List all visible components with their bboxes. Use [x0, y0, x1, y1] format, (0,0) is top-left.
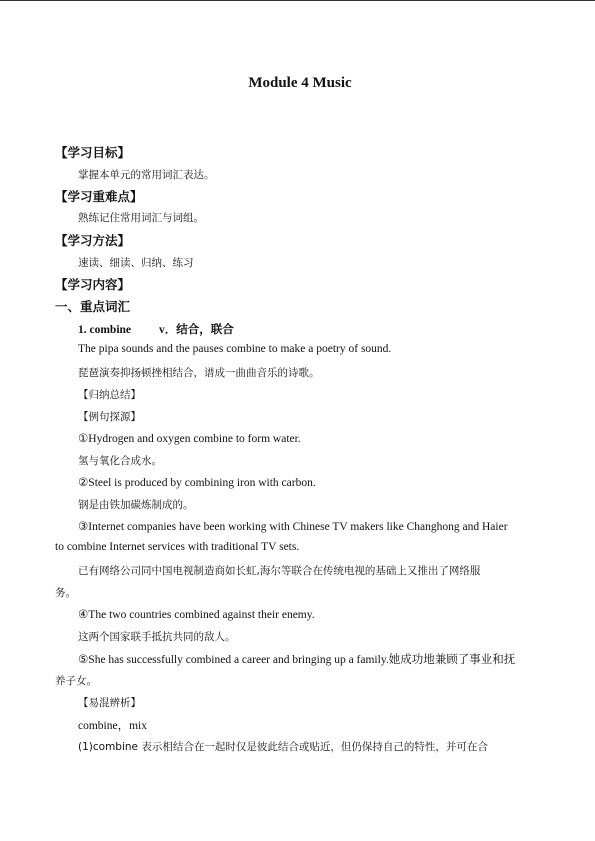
- example-5-line1: ⑤She has successfully combined a career and bringing up a family.她成功地兼顾了事业和抚: [78, 654, 516, 666]
- heading-learning-methods: 【学习方法】: [55, 233, 131, 248]
- page-title: Module 4 Music: [248, 75, 352, 91]
- vocab-entry-combine: [78, 321, 234, 337]
- example-1-english: ①Hydrogen and oxygen combine to form water.: [78, 433, 301, 445]
- example-2-english: ②Steel is produced by combining iron with carbon.: [78, 477, 316, 489]
- example-3-chinese-line2: 务。: [55, 587, 76, 599]
- confusion-words: combine，mix: [78, 720, 147, 732]
- example-5-line2: 养子女。: [55, 675, 97, 687]
- vocab-term: 1. combine: [78, 324, 132, 336]
- example-3-chinese-line1: 已有网络公司同中国电视制造商如长虹,海尔等联合在传统电视的基础上又推出了网络服: [78, 565, 481, 577]
- learning-goals-text: 掌握本单元的常用词汇表达。: [78, 169, 215, 181]
- example-3-english-line1: ③Internet companies have been working with Chinese TV makers like Changhong and Haier: [78, 521, 508, 533]
- top-rule: [0, 0, 595, 1]
- example-2-chinese: 钢是由铁加碳炼制成的。: [78, 499, 194, 511]
- example-4-chinese: 这两个国家联手抵抗共同的敌人。: [78, 631, 236, 643]
- example-chinese: 琵琶演奏抑扬顿挫相结合，谱成一曲曲音乐的诗歌。: [78, 367, 320, 379]
- heading-learning-content: 【学习内容】: [55, 277, 131, 292]
- summary-tag: 【归纳总结】: [78, 389, 141, 401]
- vocab-definition: v．结合，联合: [159, 324, 234, 336]
- heading-key-vocabulary: 一、重点词汇: [55, 299, 131, 314]
- learning-methods-text: 速读、细读、归纳、练习: [78, 257, 194, 269]
- heading-key-points: 【学习重难点】: [55, 189, 143, 204]
- example-4-english: ④The two countries combined against their enemy.: [78, 609, 315, 621]
- example-english: The pipa sounds and the pauses combine to make a poetry of sound.: [78, 343, 392, 355]
- confusion-tag: 【易混辨析】: [78, 697, 141, 709]
- example-3-english-line2: to combine Internet services with traditional TV sets.: [55, 541, 300, 553]
- examples-tag: 【例句探源】: [78, 411, 141, 423]
- example-1-chinese: 氢与氧化合成水。: [78, 455, 162, 467]
- heading-learning-goals: 【学习目标】: [55, 145, 131, 160]
- confusion-explanation-1: (1)combine 表示相结合在一起时仅是彼此结合或贴近，但仍保持自己的特性，并可在合: [78, 741, 488, 753]
- key-points-text: 熟练记住常用词汇与词组。: [78, 212, 204, 224]
